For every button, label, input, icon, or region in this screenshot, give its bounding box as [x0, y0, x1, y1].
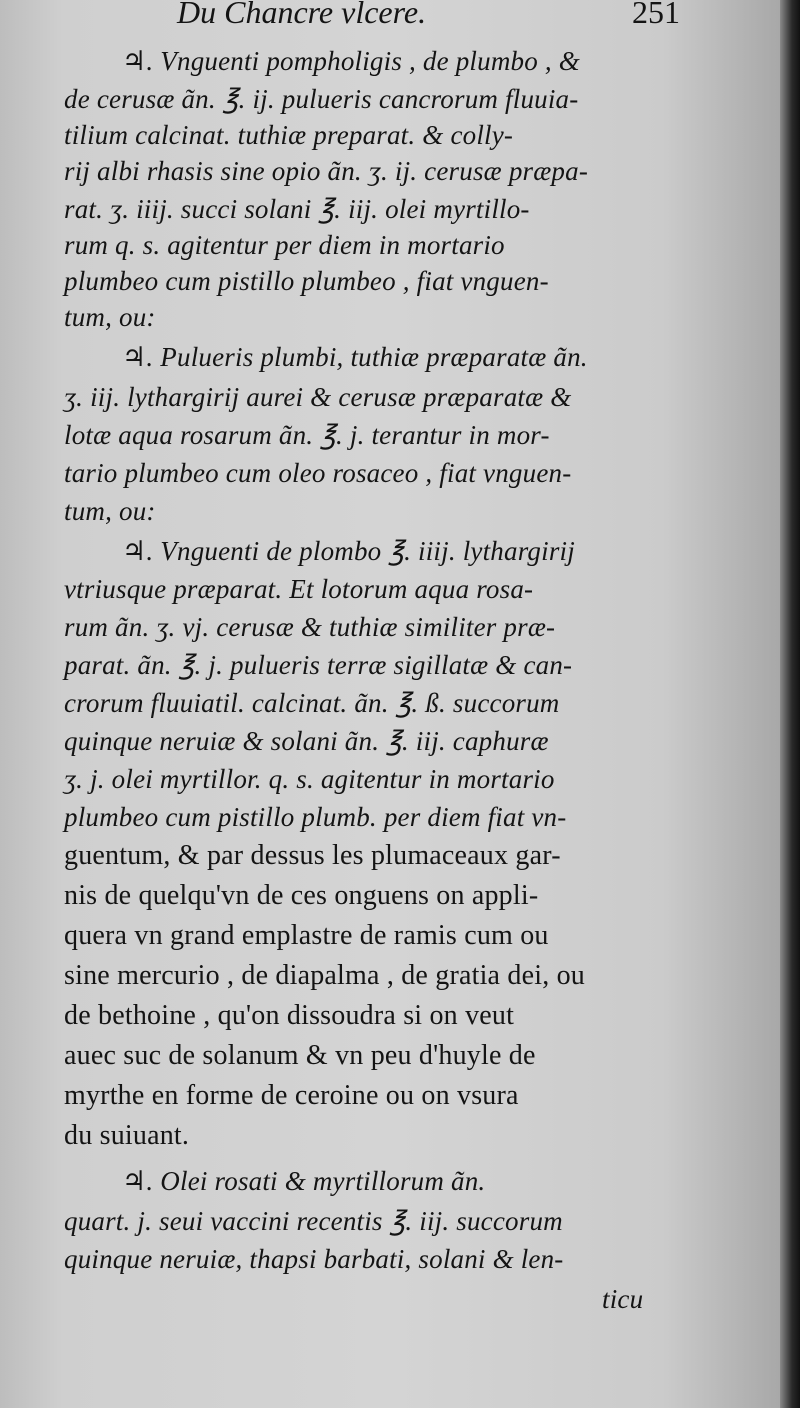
text-line: parat. ãn. ℥. j. pulueris terræ sigillatæ & can-: [64, 650, 573, 680]
text-line: sine mercurio , de diapalma , de gratia dei, ou: [64, 960, 585, 991]
text-line: quart. j. seui vaccini recentis ℥. iij. succorum: [64, 1206, 563, 1236]
text-line: guentum, & par dessus les plumaceaux gar-: [64, 840, 561, 871]
text-line: rat. ʒ. iiij. succi solani ℥. iij. olei myrtillo-: [64, 194, 530, 224]
text-line: myrthe en forme de ceroine ou on vsura: [64, 1080, 519, 1111]
text-line: ♃. Vnguenti pompholigis , de plumbo , &: [122, 46, 580, 76]
book-edge-shadow: [780, 0, 800, 1408]
text-line: de cerusæ ãn. ℥. ij. pulueris cancrorum fluuia-: [64, 84, 579, 114]
text-line: ♃. Olei rosati & myrtillorum ãn.: [122, 1166, 486, 1196]
text-line: quinque neruiæ, thapsi barbati, solani & len-: [64, 1244, 564, 1274]
text-line: ʒ. iij. lythargirij aurei & cerusæ præparatæ &: [64, 382, 572, 412]
text-line: nis de quelqu'vn de ces onguens on appli-: [64, 880, 539, 911]
text-line: de bethoine , qu'on dissoudra si on veut: [64, 1000, 515, 1031]
page-number: 251: [632, 0, 680, 30]
text-line: vtriusque præparat. Et lotorum aqua rosa-: [64, 574, 534, 604]
text-line: rij albi rhasis sine opio ãn. ʒ. ij. cerusæ præpa-: [64, 156, 589, 186]
running-header-title: Du Chancre vlcere.: [177, 0, 427, 30]
text-line: plumbeo cum pistillo plumb. per diem fiat vn-: [64, 802, 567, 832]
text-line: lotæ aqua rosarum ãn. ℥. j. terantur in mor-: [64, 420, 550, 450]
running-header: [177, 0, 687, 34]
text-line: rum q. s. agitentur per diem in mortario: [64, 230, 505, 260]
text-line: rum ãn. ʒ. vj. cerusæ & tuthiæ similiter præ-: [64, 612, 556, 642]
text-line: tario plumbeo cum oleo rosaceo , fiat vnguen-: [64, 458, 572, 488]
text-line: crorum fluuiatil. calcinat. ãn. ℥. ß. succorum: [64, 688, 560, 718]
text-line: quera vn grand emplastre de ramis cum ou: [64, 920, 549, 951]
text-line: ♃. Pulueris plumbi, tuthiæ præparatæ ãn.: [122, 342, 588, 372]
text-line: auec suc de solanum & vn peu d'huyle de: [64, 1040, 536, 1071]
text-line: plumbeo cum pistillo plumbeo , fiat vnguen-: [64, 266, 549, 296]
text-line: quinque neruiæ & solani ãn. ℥. iij. caphuræ: [64, 726, 549, 756]
text-line: tum, ou:: [64, 302, 156, 332]
text-line: du suiuant.: [64, 1120, 190, 1151]
text-line: ♃. Vnguenti de plombo ℥. iiij. lythargirij: [122, 536, 575, 566]
text-line: tum, ou:: [64, 496, 156, 526]
catchword: ticu: [602, 1284, 644, 1314]
text-line: ʒ. j. olei myrtillor. q. s. agitentur in mortario: [64, 764, 555, 794]
text-line: tilium calcinat. tuthiæ preparat. & colly-: [64, 120, 514, 150]
